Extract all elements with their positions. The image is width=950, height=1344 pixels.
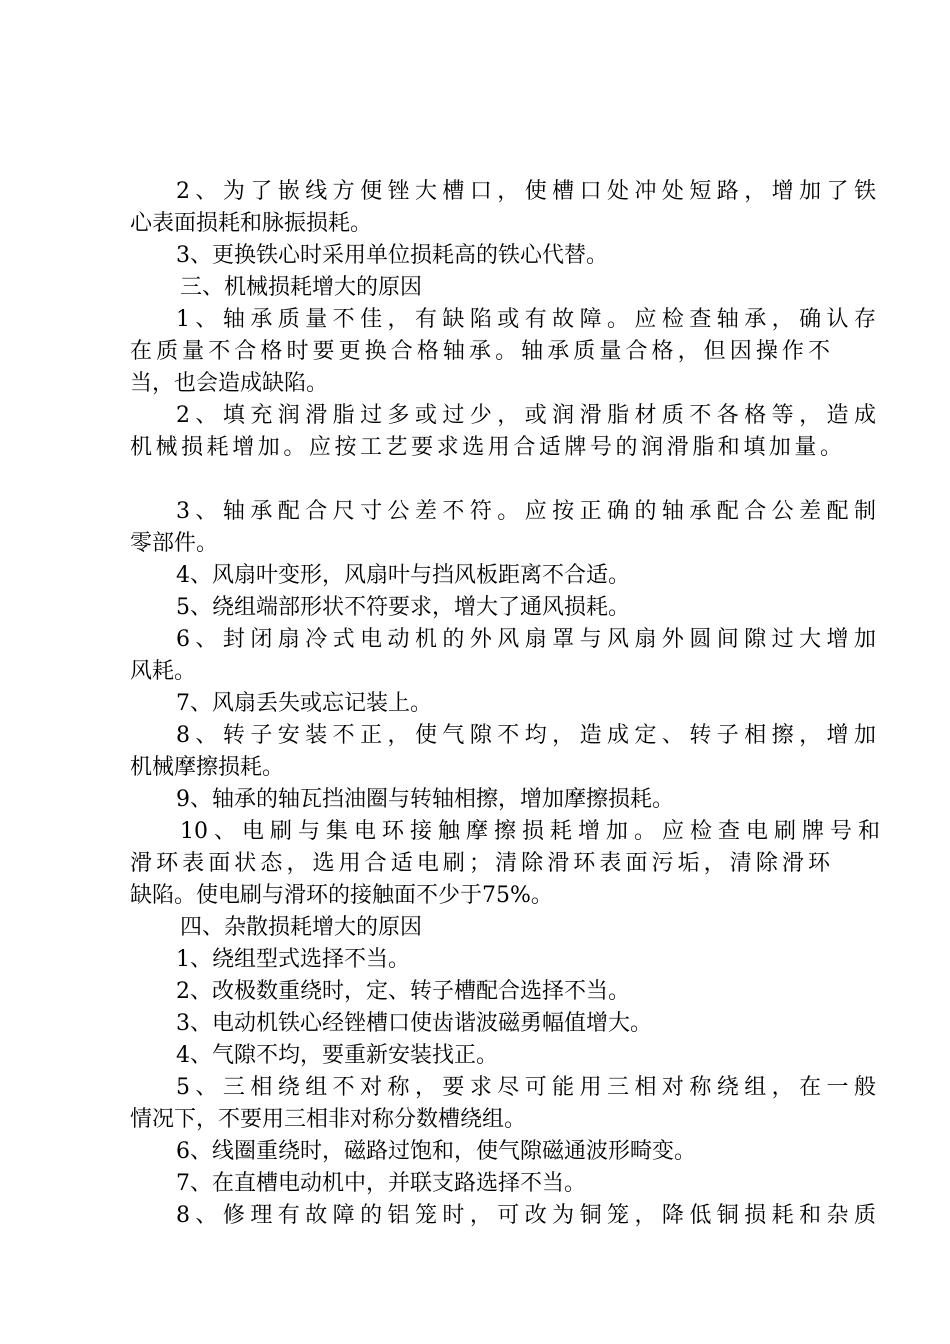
paragraph-line: 8、修理有故障的铝笼时，可改为铜笼，降低铜损耗和杂质 bbox=[176, 1203, 876, 1228]
paragraph-line: 2、改极数重绕时，定、转子槽配合选择不当。 bbox=[176, 979, 630, 1004]
paragraph-line: 10、电刷与集电环接触摩擦损耗增加。应检查电刷牌号和 bbox=[180, 819, 880, 844]
section-heading: 三、机械损耗增大的原因 bbox=[180, 275, 423, 300]
paragraph-line: 5、绕组端部形状不符要求，增大了通风损耗。 bbox=[176, 595, 630, 620]
blank-line bbox=[130, 464, 840, 496]
paragraph-line: 7、在直槽电动机中，并联支路选择不当。 bbox=[176, 1171, 586, 1196]
paragraph-line: 机械摩擦损耗。 bbox=[130, 755, 285, 780]
paragraph-line: 当，也会造成缺陷。 bbox=[130, 371, 329, 396]
paragraph-line: 零部件。 bbox=[130, 531, 219, 556]
paragraph-line: 滑环表面状态，选用合适电刷；清除滑环表面污垢，清除滑环 bbox=[130, 851, 830, 876]
paragraph-line: 3、电动机铁心经锉槽口使齿谐波磁勇幅值增大。 bbox=[176, 1011, 652, 1036]
paragraph-line: 4、气隙不均，要重新安装找正。 bbox=[176, 1043, 498, 1068]
paragraph-line: 6、封闭扇冷式电动机的外风扇罩与风扇外圆间隙过大增加 bbox=[176, 627, 876, 652]
paragraph-line: 机械损耗增加。应按工艺要求选用合适牌号的润滑脂和填加量。 bbox=[130, 435, 842, 460]
paragraph-line: 缺陷。使电刷与滑环的接触面不少于75%。 bbox=[130, 883, 553, 908]
document-body bbox=[130, 176, 880, 1232]
paragraph-line: 心表面损耗和脉振损耗。 bbox=[130, 211, 373, 236]
paragraph-line: 1、绕组型式选择不当。 bbox=[176, 947, 410, 972]
paragraph-line: 3、轴承配合尺寸公差不符。应按正确的轴承配合公差配制 bbox=[176, 499, 876, 524]
paragraph-line: 1、轴承质量不佳，有缺陷或有故障。应检查轴承，确认存 bbox=[176, 307, 876, 332]
paragraph-line: 2、填充润滑脂过多或过少，或润滑脂材质不各格等，造成 bbox=[176, 403, 876, 428]
paragraph-line: 3、更换铁心时采用单位损耗高的铁心代替。 bbox=[176, 243, 608, 268]
paragraph-line: 7、风扇丢失或忘记装上。 bbox=[176, 691, 432, 716]
paragraph-line: 9、轴承的轴瓦挡油圈与转轴相擦，增加摩擦损耗。 bbox=[176, 787, 674, 812]
section-heading: 四、杂散损耗增大的原因 bbox=[180, 915, 423, 940]
paragraph-line: 情况下，不要用三相非对称分数槽绕组。 bbox=[130, 1107, 527, 1132]
paragraph-line: 6、线圈重绕时，磁路过饱和，使气隙磁通波形畸变。 bbox=[176, 1139, 696, 1164]
paragraph-line: 2、为了嵌线方便锉大槽口，使槽口处冲处短路，增加了铁 bbox=[176, 179, 876, 204]
paragraph-line: 5、三相绕组不对称，要求尽可能用三相对称绕组，在一般 bbox=[176, 1075, 876, 1100]
paragraph-line: 风耗。 bbox=[130, 659, 197, 684]
paragraph-line: 在质量不合格时要更换合格轴承。轴承质量合格，但因操作不 bbox=[130, 339, 830, 364]
paragraph-line: 8、转子安装不正，使气隙不均，造成定、转子相擦，增加 bbox=[176, 723, 876, 748]
paragraph-line: 4、风扇叶变形，风扇叶与挡风板距离不合适。 bbox=[176, 563, 630, 588]
